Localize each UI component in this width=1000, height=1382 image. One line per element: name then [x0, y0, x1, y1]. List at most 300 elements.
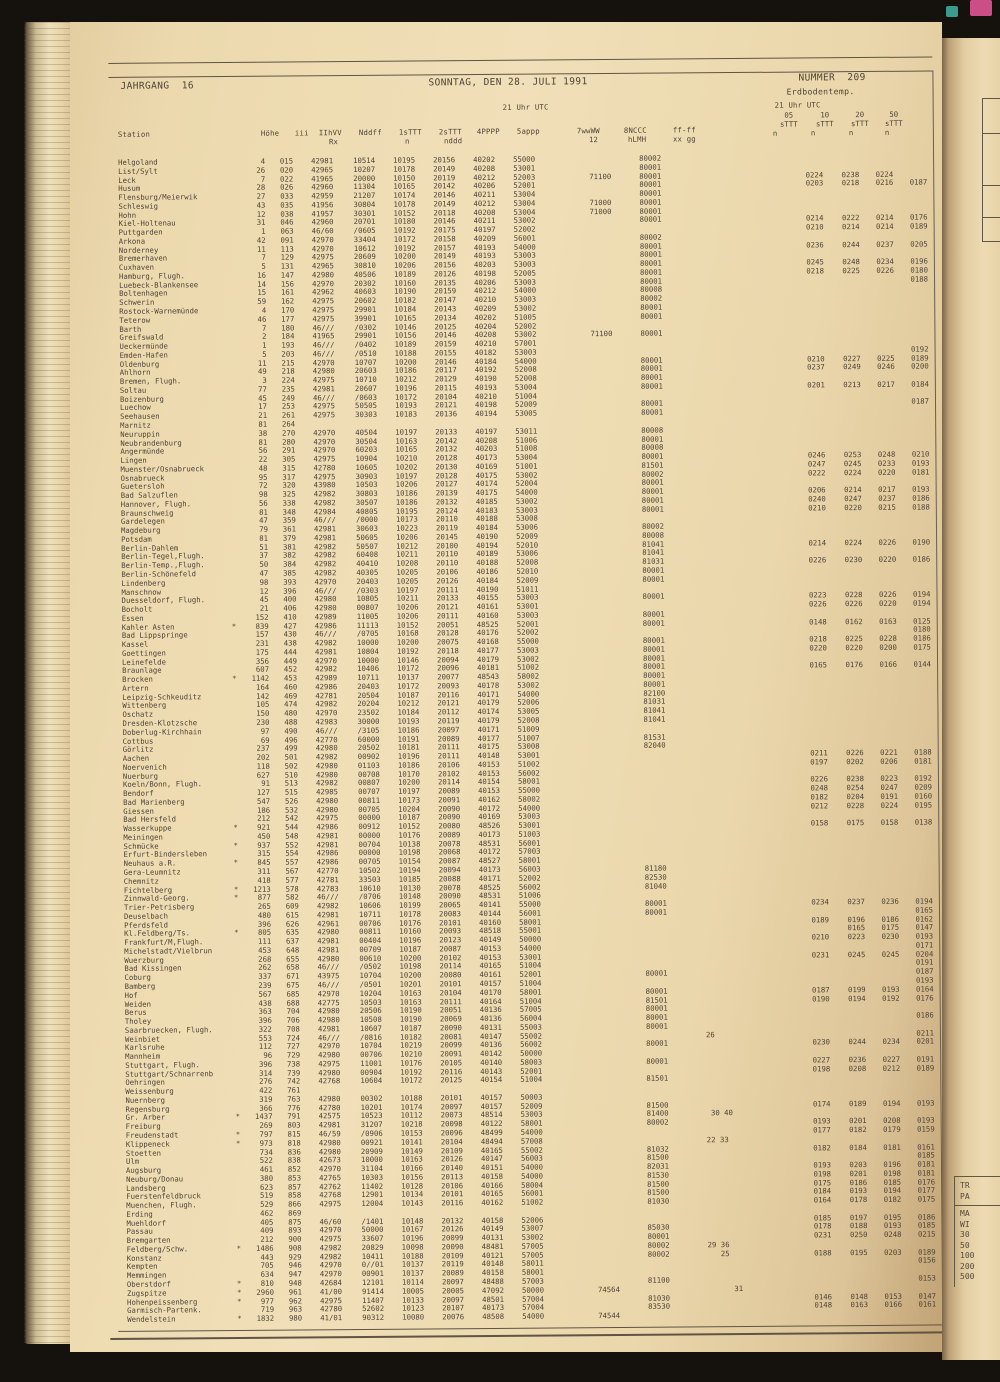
cell-g8: 80001 [643, 670, 666, 680]
cell-g4: 20090 [438, 891, 461, 901]
cell-g5: 48508 [482, 1311, 505, 1322]
cell-t20 [864, 836, 898, 845]
cell-t20: 0206 [880, 756, 898, 766]
cell-g4: 20116 [437, 689, 460, 700]
cell-g1: 42986 [316, 848, 339, 858]
cell-hoehe: 719 [260, 1304, 275, 1315]
cell-g2: 20403 [356, 576, 379, 586]
cell-hoehe: 734 [259, 1147, 273, 1157]
cell-g2: 20506 [359, 1006, 382, 1016]
cell-g4: 20119 [441, 1259, 464, 1269]
cell-t50: 0185 [917, 1220, 936, 1231]
cell-g1: 42975 [312, 375, 335, 385]
cell-hoehe: 3 [262, 375, 267, 385]
cell-t20 [859, 197, 893, 206]
cell-t20: 0220 [878, 554, 897, 565]
cell-t10: 0195 [850, 1247, 868, 1257]
cell-g1: 42762 [319, 1181, 342, 1191]
cell-t50: 0193 [917, 1115, 935, 1125]
cell-t10 [825, 425, 861, 434]
cell-hoehe: 2 [262, 332, 267, 342]
cell-hoehe: 268 [258, 954, 272, 964]
cell-g4: 20104 [440, 1136, 463, 1147]
cell-g1: 42970 [315, 708, 338, 718]
cell-t50 [895, 433, 929, 442]
cell-g1: 42986 [314, 620, 337, 630]
cell-g5: 48527 [478, 856, 501, 866]
cell-g5: 40177 [476, 645, 499, 655]
cell-g1: 42684 [319, 1278, 342, 1288]
cell-g2: 91414 [361, 1286, 384, 1296]
cell-g2: 31207 [360, 1120, 383, 1130]
cell-t50: 0181 [911, 467, 930, 477]
cell-g6: 56003 [518, 864, 541, 874]
cell-name: Lingen [120, 455, 147, 465]
cell-g8: 80001 [639, 162, 662, 172]
cell-g1: 42981 [317, 936, 340, 946]
cell-name: Nuerburg [122, 771, 159, 781]
cell-g3: 10156 [394, 330, 417, 341]
cell-t50: 0176 [909, 212, 928, 223]
cell-t50: 0185 [917, 1150, 935, 1160]
cell-g2: 10406 [357, 664, 380, 674]
cell-t10: 0202 [846, 756, 864, 767]
cell-star [232, 693, 246, 702]
cell-t20: 0193 [881, 984, 900, 994]
cell-g5: 40131 [481, 1233, 504, 1243]
cell-g2: 40305 [356, 567, 379, 577]
cell-g1: 42981 [316, 910, 340, 920]
cell-hoehe: 175 [255, 647, 269, 657]
cell-t20: 0200 [879, 642, 897, 652]
cell-name: Berus [124, 1007, 147, 1018]
cell-g6: 52006 [521, 1215, 544, 1225]
cell-name: Schwerin [119, 297, 155, 308]
cell-hoehe: 337 [258, 971, 272, 981]
cell-g2: 20000 [353, 173, 376, 183]
cell-g5: 40158 [481, 1215, 504, 1225]
cell-t50: 0187 [915, 966, 934, 976]
cell-iii: 193 [281, 340, 295, 350]
cell-name: Muenchen, Flugh. [126, 1200, 197, 1210]
cell-g6: 53005 [517, 706, 540, 716]
cell-t05: 0198 [813, 1169, 832, 1179]
cell-iii: 026 [280, 182, 294, 192]
cell-hoehe: 142 [256, 691, 270, 701]
cell-hoehe: 4 [260, 156, 266, 166]
nummer-label: NUMMER 209 [798, 71, 866, 84]
cell-g3: 10187 [399, 944, 422, 954]
col-7wwww: 7wwWW [576, 126, 600, 136]
cell-g2: 10000 [356, 637, 379, 648]
cell-t20 [861, 407, 895, 416]
cell-star [236, 1157, 250, 1166]
cell-star [229, 289, 243, 298]
cell-g2: 30803 [355, 488, 378, 499]
cell-g3: 10186 [397, 760, 420, 770]
cell-g4: 20159 [434, 286, 457, 296]
cell-g5: 40209 [473, 233, 496, 243]
cell-iii: 615 [285, 910, 300, 920]
cell-g1: 42781 [315, 690, 338, 701]
cell-t50: 0211 [916, 1028, 934, 1038]
cell-name: Weinbiet [124, 1034, 161, 1044]
cell-t50: 0153 [918, 1273, 936, 1283]
cell-g3: 10197 [395, 471, 418, 481]
cell-g2: 10503 [359, 997, 382, 1007]
depth-50-label: 50 [889, 109, 899, 119]
cell-g1: 42986 [316, 822, 339, 832]
cell-hoehe: 97 [260, 726, 270, 736]
cell-g5: 40165 [480, 1145, 503, 1155]
cell-t10 [829, 872, 865, 881]
cell-g1: 42980 [318, 1137, 341, 1148]
cell-g1: 42970 [319, 1225, 342, 1235]
cell-g4: 20110 [436, 549, 459, 559]
cell-t20 [864, 845, 898, 854]
cell-g8: 80001 [642, 618, 665, 628]
cell-g3: 10163 [399, 988, 422, 998]
cell-name: Klippeneck [125, 1139, 170, 1149]
cell-t20: 0217 [878, 484, 896, 495]
cell-t05: 0210 [806, 222, 824, 232]
cell-hoehe: 157 [255, 630, 269, 640]
cell-g3: 10190 [399, 1014, 422, 1024]
cell-hoehe: 462 [260, 1208, 274, 1218]
cell-iii: 264 [281, 419, 296, 429]
cell-t20 [861, 425, 895, 434]
cell-t10 [827, 697, 863, 706]
cell-g8 [617, 917, 667, 926]
cell-t50: 0188 [910, 274, 929, 284]
cell-name: Hannover, Flugh. [120, 499, 192, 509]
cell-g8: 80001 [639, 241, 662, 251]
cell-g2: 50605 [356, 532, 379, 542]
cell-name: Mannheim [125, 1051, 161, 1061]
cell-t05: 0224 [805, 169, 824, 180]
cell-iii: 961 [288, 1287, 302, 1297]
cell-g6: 53004 [513, 189, 536, 199]
cell-hoehe: 1437 [254, 1112, 273, 1122]
cell-g2: 30507 [355, 497, 378, 507]
cell-star [230, 377, 244, 386]
cell-iii: 578 [285, 884, 299, 894]
cell-t20: 0214 [875, 213, 894, 223]
cell-g5: 40153 [477, 759, 500, 769]
cell-hoehe: 363 [258, 1006, 272, 1017]
cell-g6: 51002 [517, 662, 540, 673]
cell-g5: 40141 [478, 899, 501, 910]
cell-g4: 20129 [434, 374, 457, 384]
cell-t50: 0184 [911, 379, 929, 389]
cell-star: * [237, 1314, 242, 1324]
cell-g6: 55002 [520, 1145, 543, 1155]
cell-t20 [862, 565, 896, 574]
cell-t20 [859, 188, 893, 197]
cell-g3: 10172 [397, 663, 420, 674]
cell-t10: 0244 [842, 239, 860, 249]
cell-g1: 42986 [316, 857, 339, 867]
cell-star: * [232, 674, 237, 684]
cell-g5: 40190 [476, 531, 499, 541]
cell-t05: 0234 [811, 897, 829, 907]
cell-g6: 54000 [521, 1171, 544, 1181]
cell-g2: 10711 [357, 673, 380, 683]
cell-t10: 0223 [847, 932, 866, 942]
cell-g4: 20117 [434, 365, 457, 375]
cell-g1: 42980 [318, 1067, 341, 1077]
cell-iii: 469 [284, 691, 298, 701]
cell-t10 [824, 320, 860, 329]
cell-hoehe: 37 [259, 551, 269, 561]
cell-t10 [832, 1257, 868, 1266]
cell-g5: 40153 [479, 952, 502, 962]
cell-t20: 0221 [880, 747, 898, 757]
cell-g1: 46/// [312, 349, 335, 359]
cell-g8: 80001 [646, 1038, 669, 1049]
cell-g3: 10188 [400, 1093, 423, 1103]
cell-g1: 41965 [311, 173, 334, 183]
cell-star [235, 1017, 249, 1026]
cell-star [235, 1069, 249, 1078]
cell-g8: 80002 [647, 1249, 670, 1259]
cell-t10: 0201 [849, 1116, 867, 1126]
cell-g6: 56002 [517, 768, 540, 778]
cell-star [229, 246, 243, 255]
cell-g8: 81032 [646, 1144, 669, 1154]
cell-t50: 0176 [916, 992, 934, 1003]
cell-g1: 42780 [318, 1102, 341, 1113]
cell-iii: 453 [283, 673, 298, 683]
cell-t10: 0225 [842, 266, 860, 276]
cell-g4: 20089 [437, 733, 460, 743]
cell-star [231, 587, 245, 596]
cell-g3: 10188 [394, 348, 417, 358]
cell-star [228, 193, 242, 202]
cell-hoehe: 212 [257, 814, 271, 824]
cell-g5: 40155 [476, 593, 499, 603]
cell-g2: 11001 [360, 1058, 383, 1068]
cell-star [235, 1096, 249, 1105]
cell-name: Berlin-Schönefeld [121, 569, 197, 579]
cell-hoehe: 1 [262, 340, 267, 350]
cell-t50 [900, 1073, 934, 1082]
cell-hoehe: 81 [258, 437, 268, 447]
cell-t50: 0189 [918, 1247, 936, 1257]
cell-g5: 40144 [478, 908, 502, 918]
cell-hoehe: 79 [259, 524, 269, 534]
cell-hoehe: 7 [260, 174, 266, 184]
cell-g8: 81500 [646, 1152, 669, 1163]
cell-g1: 42975 [312, 305, 335, 315]
cell-g6: 53005 [515, 408, 538, 418]
cell-iii: 502 [284, 761, 298, 771]
cell-iii: 729 [286, 1050, 301, 1060]
cell-name: Luechow [119, 403, 151, 413]
cell-g3: 10174 [393, 190, 416, 200]
cell-g4: 20126 [436, 575, 459, 586]
cell-g8: 80008 [641, 442, 664, 453]
cell-g6: 58002 [518, 794, 541, 804]
cell-hoehe: 186 [256, 805, 271, 815]
cell-star [233, 745, 247, 754]
cell-g6: 50000 [520, 1048, 543, 1058]
cell-g4: 20149 [433, 251, 456, 261]
cell-name: Boizenburg [119, 394, 164, 404]
cell-t05: 0212 [810, 800, 829, 811]
cell-name: Kempten [126, 1262, 158, 1272]
cell-star [229, 237, 243, 246]
cell-g3: 10152 [396, 620, 419, 630]
cell-hoehe: 77 [258, 384, 267, 394]
cell-g5: 40212 [473, 198, 496, 208]
cell-star [236, 1148, 250, 1157]
bookmark-teal [946, 6, 958, 17]
cell-iii: 738 [286, 1059, 301, 1069]
cell-g6: 57003 [518, 847, 541, 857]
cell-g6: 53004 [515, 452, 538, 462]
col-iihvv-sub: Rx [328, 137, 339, 147]
cell-g5: 40142 [480, 1048, 503, 1059]
cell-g2: 10508 [359, 1014, 382, 1025]
cell-g1: 46/// [314, 629, 337, 639]
cell-hoehe: 202 [256, 752, 270, 762]
cell-hoehe: 91 [261, 779, 271, 789]
cell-g8: 80001 [640, 363, 663, 374]
cell-g2: /0705 [356, 629, 379, 639]
cell-t50 [896, 564, 930, 573]
cell-t05: 0189 [811, 914, 830, 925]
cell-g2: 00404 [359, 935, 382, 946]
cell-name: Wendelstein [127, 1314, 176, 1324]
cell-t20 [860, 311, 894, 320]
cell-g3: 10098 [401, 1242, 424, 1252]
cell-g5: 40193 [473, 242, 496, 252]
cell-star [233, 736, 247, 745]
cell-t20 [862, 512, 896, 521]
edge-text: MA [960, 1209, 970, 1218]
cell-g1: 42975 [312, 313, 335, 324]
cell-t10: 0238 [841, 169, 860, 179]
cell-g2: 00000 [358, 813, 381, 823]
cell-t05: 0201 [807, 380, 825, 390]
cell-t20 [860, 276, 894, 285]
cell-g2: 00921 [360, 1137, 383, 1147]
time-utc-center: 21 Uhr UTC [502, 102, 549, 112]
cell-g8 [616, 812, 666, 821]
cell-iii: 379 [282, 533, 297, 543]
cell-iii: 739 [287, 1068, 301, 1078]
cell-g4: 20119 [433, 172, 456, 182]
cell-g4: 20094 [438, 865, 461, 875]
cell-g8: 81030 [647, 1196, 670, 1206]
cell-iii: 818 [287, 1138, 301, 1148]
cell-star [236, 1192, 250, 1201]
cell-g3: 10178 [393, 164, 416, 174]
cell-g1: 42775 [317, 997, 340, 1007]
cell-g6: 53003 [513, 251, 536, 261]
cell-g3: 10200 [397, 777, 421, 788]
cell-g5: 40210 [474, 338, 497, 349]
cell-g2: 39901 [354, 313, 377, 323]
cell-hoehe: 50 [259, 559, 269, 569]
cell-g6: 52001 [520, 1066, 543, 1076]
cell-g1: 42980 [315, 743, 338, 753]
cell-g5: 47092 [481, 1285, 504, 1295]
cell-t05: 0187 [811, 985, 830, 995]
cell-g8: 81180 [644, 863, 667, 873]
cell-iii: 655 [286, 954, 300, 964]
cell-g4: 20111 [437, 742, 460, 752]
cell-name: Leinefelde [121, 657, 166, 667]
cell-hoehe: 21 [259, 603, 269, 613]
cell-g8: 80001 [639, 206, 662, 216]
cell-star [232, 649, 246, 658]
cell-t10: 0224 [844, 537, 863, 547]
cell-hoehe: 59 [257, 296, 267, 307]
cell-g5: 48531 [478, 838, 501, 848]
cell-name: Aachen [122, 753, 150, 763]
cell-t10 [824, 328, 860, 337]
cell-iii: 361 [282, 524, 297, 534]
cell-g2: 11005 [356, 611, 379, 621]
cell-g1: 42980 [317, 927, 340, 937]
cell-star [233, 754, 247, 763]
cell-g6: 55003 [519, 1022, 542, 1032]
cell-g4: 20101 [440, 1093, 463, 1103]
cell-g2: 10612 [353, 243, 376, 253]
cell-g6: 51004 [520, 1074, 543, 1085]
cell-g8: 80002 [641, 521, 664, 531]
cell-t10: 0189 [848, 1098, 867, 1108]
cell-star [230, 438, 244, 447]
cell-g1: 42980 [318, 1050, 341, 1060]
cell-star [231, 552, 245, 561]
cell-g8: 81400 [646, 1109, 669, 1119]
cell-t05: 0178 [813, 1221, 832, 1231]
cell-t20: 0248 [883, 1229, 902, 1240]
cell-hoehe: 356 [255, 656, 270, 666]
cell-g4: 20114 [439, 961, 462, 971]
cell-g6: 52002 [516, 627, 539, 638]
cell-iii: 156 [280, 279, 295, 289]
cell-g6: 56003 [520, 1153, 543, 1164]
cell-hoehe: 47 [259, 568, 269, 578]
cell-name: Ueckermünde [119, 341, 168, 351]
cell-name: Arkona [118, 236, 146, 246]
cell-star [230, 351, 244, 360]
cell-iii: 359 [282, 515, 296, 525]
cell-name: Bremerhaven [118, 253, 168, 264]
cell-g6: 53004 [513, 198, 536, 208]
cell-g5: 40140 [480, 1057, 503, 1067]
cell-g1: 42981 [314, 647, 337, 657]
cell-name: Hohenpeissenberg [127, 1296, 198, 1307]
cell-star [232, 684, 246, 693]
cell-t10: 0226 [844, 599, 863, 609]
cell-name: Soltau [119, 385, 147, 395]
cell-g5: 40211 [473, 189, 496, 200]
cell-g4: 20005 [441, 1285, 464, 1296]
cell-t50 [898, 836, 932, 845]
cell-t50: 0189 [910, 221, 928, 231]
cell-name: Bamberg [124, 981, 156, 991]
cell-g4: 20121 [437, 698, 460, 708]
cell-g3: 10201 [399, 979, 422, 989]
cell-g5: 40172 [478, 847, 501, 857]
cell-g3: 10192 [393, 243, 416, 253]
cell-g5: 40148 [477, 750, 500, 761]
